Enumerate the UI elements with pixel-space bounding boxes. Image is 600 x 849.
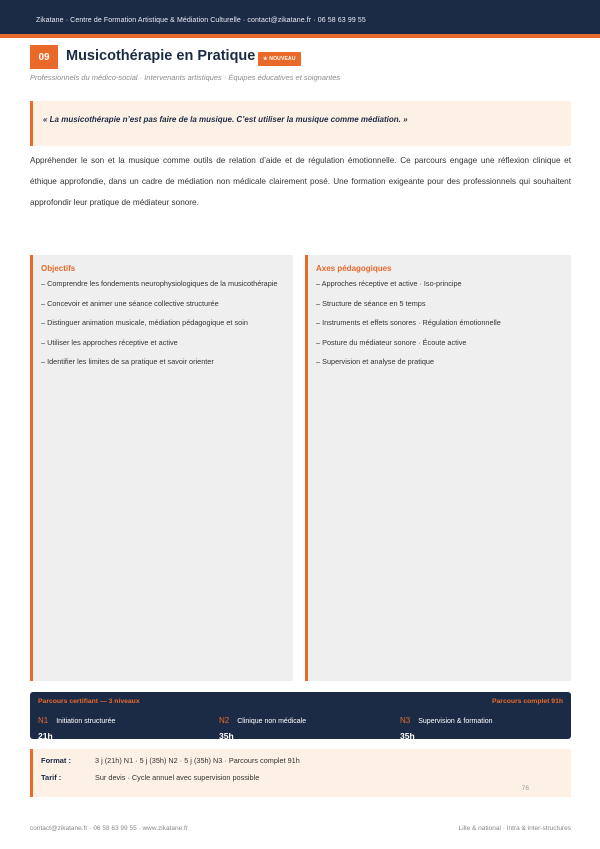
- format-pricing-box: [30, 749, 571, 797]
- intro-paragraph: Appréhender le son et la musique comme outils de relation d’aide et de régulation émotionnelle. Ce parcours engage une réflexion clinique et éthique approfondie, dans un cadre de médiation non médicale clairement posé. Une formation exigeante pour des professionnels qui souhaitent approfondir leur pratique de médiateur sonore.: [30, 156, 571, 207]
- level-code: N3: [400, 716, 411, 725]
- path-right-heading: Parcours complet 91h: [491, 698, 563, 705]
- level-n1: [38, 710, 208, 741]
- list-item: – Comprendre les fondements neurophysiologiques de la musicothérapie: [41, 279, 278, 288]
- list-item: – Approches réceptive et active · Iso-principe: [316, 279, 462, 288]
- list-item: – Concevoir et animer une séance collective structurée: [41, 298, 219, 308]
- list-item: – Identifier les limites de sa pratique et savoir orienter: [41, 357, 214, 366]
- page-title: Musicothérapie en Pratique: [66, 48, 256, 64]
- level-n3: [400, 710, 570, 741]
- axes-panel: [305, 255, 571, 681]
- footer-location: Lille & national · Intra & inter-structures: [458, 825, 571, 832]
- list-item: – Instruments et effets sonores · Régulation émotionnelle: [316, 318, 501, 327]
- level-hours: 35h: [400, 731, 415, 741]
- new-badge: ★ NOUVEAU: [258, 52, 301, 66]
- level-name: Initiation structurée: [56, 718, 116, 725]
- level-hours: 35h: [219, 731, 234, 741]
- path-left-heading: Parcours certifiant — 3 niveaux: [38, 698, 140, 705]
- header-contact-line: Zikatane · Centre de Formation Artistique & Médiation Culturelle · contact@zikatane.fr · 06 58 63 99 55: [36, 17, 366, 24]
- quote-block: « La musicothérapie n’est pas faire de la musique. C’est utiliser la musique comme médiation. »: [30, 101, 571, 146]
- tarif-label: Tarif :: [41, 773, 62, 782]
- module-number: 09: [30, 45, 58, 69]
- page-number: 76: [521, 785, 529, 792]
- list-item: – Posture du médiateur sonore · Écoute active: [316, 337, 467, 347]
- format-label: Format :: [41, 756, 71, 765]
- objectives-panel: [30, 255, 293, 681]
- list-item: – Structure de séance en 5 temps: [316, 298, 426, 308]
- format-value: 3 j (21h) N1 · 5 j (35h) N2 · 5 j (35h) N3 · Parcours complet 91h: [95, 756, 300, 765]
- objectives-heading: Objectifs: [41, 264, 76, 273]
- level-code: N1: [38, 716, 49, 725]
- list-item: – Distinguer animation musicale, médiation pédagogique et soin: [41, 318, 248, 327]
- axes-list: [316, 278, 563, 368]
- top-header-bar: [0, 0, 600, 38]
- objectives-list: [41, 278, 285, 368]
- tarif-value: Sur devis · Cycle annuel avec supervision possible: [95, 773, 260, 782]
- list-item: – Utiliser les approches réceptive et active: [41, 337, 178, 347]
- level-n2: [219, 710, 389, 741]
- level-name: Clinique non médicale: [237, 718, 307, 725]
- level-name: Supervision & formation: [418, 718, 493, 725]
- footer-contact: contact@zikatane.fr · 06 58 63 99 55 · www.zikatane.fr: [30, 825, 188, 832]
- level-code: N2: [219, 716, 230, 725]
- certification-path-banner: [30, 692, 571, 739]
- audience-subtitle: Professionnels du médico-social · Intervenants artistiques · Équipes éducatives et soignantes: [30, 73, 341, 82]
- axes-heading: Axes pédagogiques: [316, 264, 392, 273]
- list-item: – Supervision et analyse de pratique: [316, 357, 435, 366]
- level-hours: 21h: [38, 731, 53, 741]
